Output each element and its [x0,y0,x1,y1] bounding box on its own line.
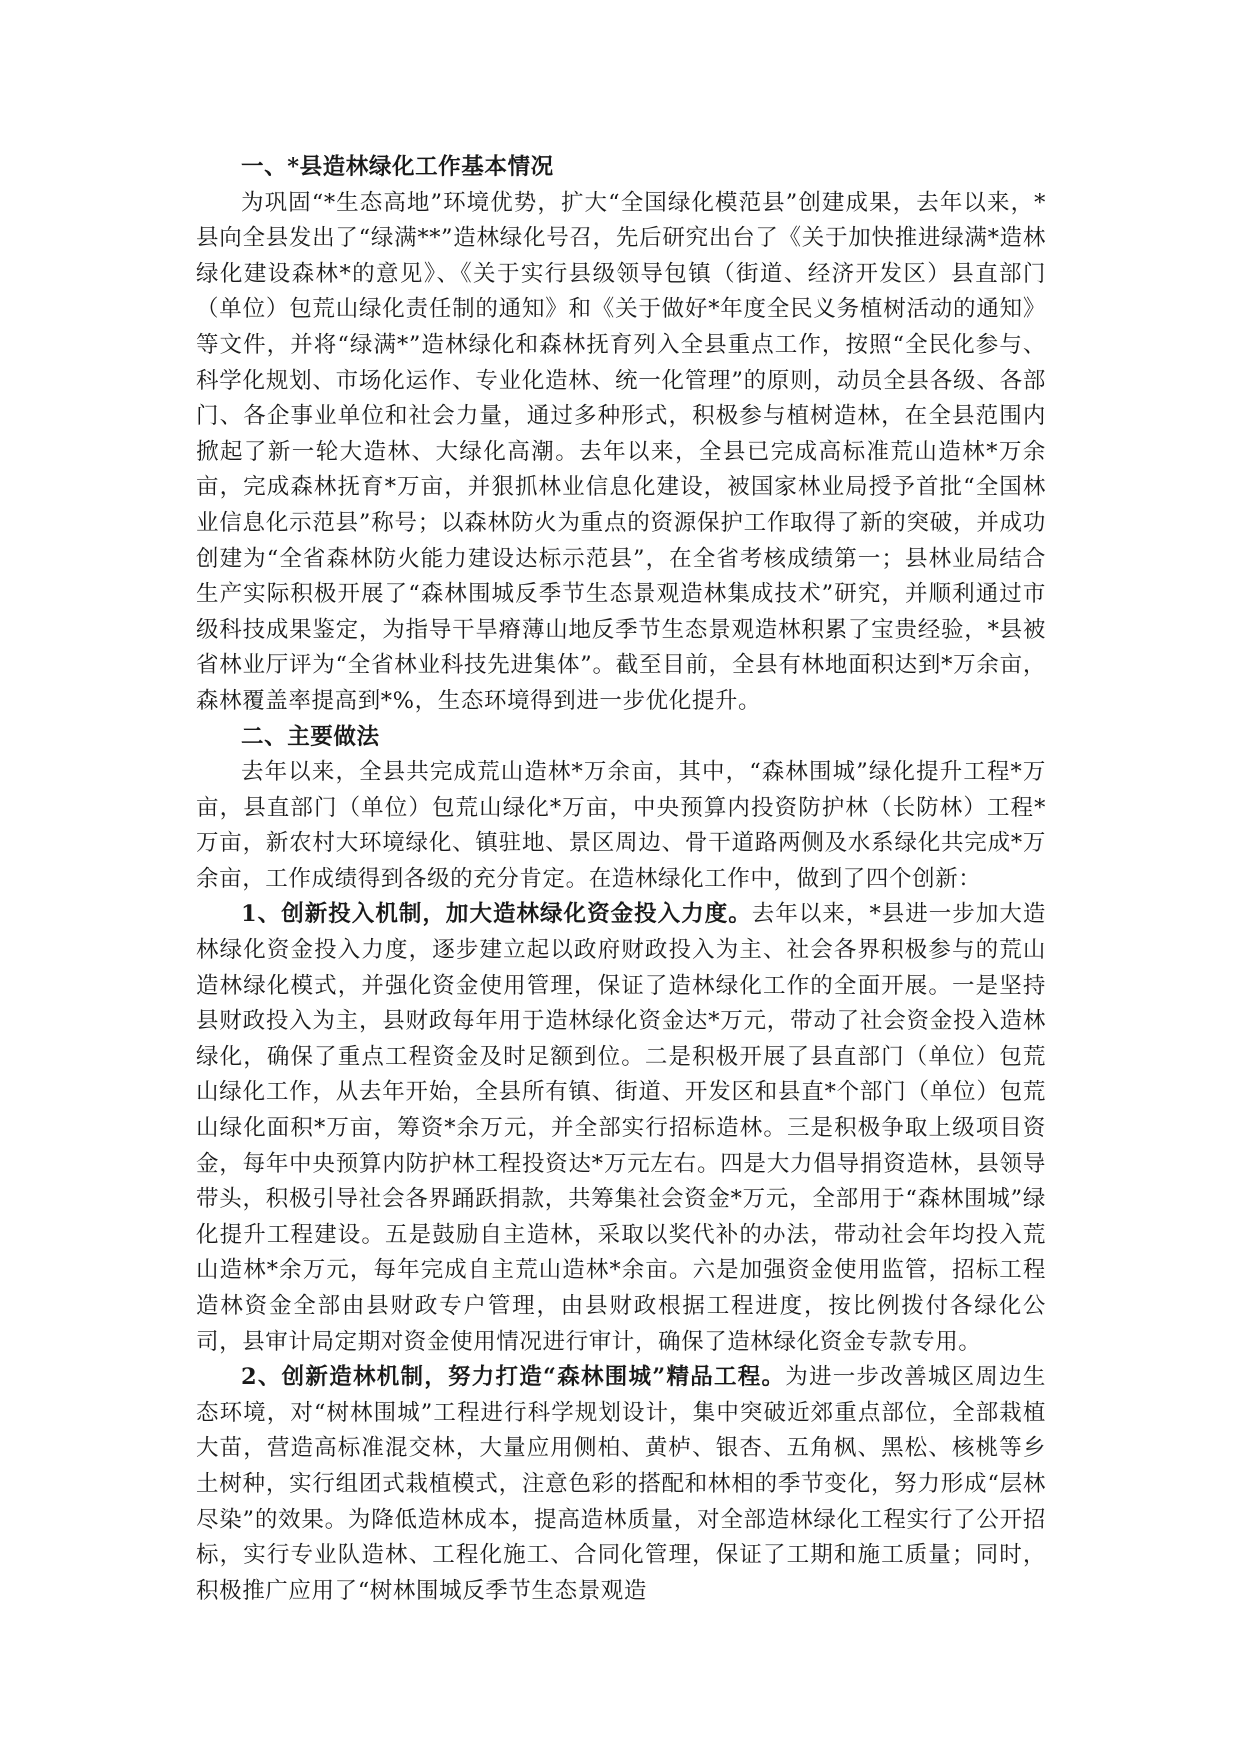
paragraph-innovation-afforestation [196,1360,1046,1609]
innovation-afforestation-body: 为进一步改善城区周边生态环境，对“树林围城”工程进行科学规划设计，集中突破近郊重点部位，全部栽植大苗，营造高标准混交林，大量应用侧柏、黄栌、银杏、五角枫、黑松、核桃等乡土树种，实行组团式栽植模式，注意色彩的搭配和林相的季节变化，努力形成“层林尽染”的效果。为降低造林成本，提高造林质量，对全部造林绿化工程实行了公开招标，实行专业队造林、工程化施工、合同化管理，保证了工期和施工质量；同时，积极推广应用了“树林围城反季节生态景观造 [196,1364,1046,1604]
document-page [196,150,1046,1609]
paragraph-innovation-investment [196,897,1046,1360]
paragraph-main-practices-intro: 去年以来，全县共完成荒山造林*万余亩，其中，“森林围城”绿化提升工程*万亩，县直部门（单位）包荒山绿化*万亩，中央预算内投资防护林（长防林）工程*万亩，新农村大环境绿化、镇驻地、景区周边、骨干道路两侧及水系绿化共完成*万余亩，工作成绩得到各级的充分肯定。在造林绿化工作中，做到了四个创新： [196,759,1046,892]
section-heading-main-practices: 二、主要做法 [241,723,380,750]
paragraph-basic-situation: 为巩固“*生态高地”环境优势，扩大“全国绿化模范县”创建成果，去年以来，*县向全县发出了“绿满**”造林绿化号召，先后研究出台了《关于加快推进绿满*造林绿化建设森林*的意见》、《关于实行县级领导包镇（街道、经济开发区）县直部门（单位）包荒山绿化责任制的通知》和《关于做好*年度全民义务植树活动的通知》等文件，并将“绿满*”造林绿化和森林抚育列入全县重点工作，按照“全民化参与、科学化规划、市场化运作、专业化造林、统一化管理”的原则，动员全县各级、各部门、各企事业单位和社会力量，通过多种形式，积极参与植树造林，在全县范围内掀起了新一轮大造林、大绿化高潮。去年以来，全县已完成高标准荒山造林*万余亩，完成森林抚育*万亩，并狠抓林业信息化建设，被国家林业局授予首批“全国林业信息化示范县”称号；以森林防火为重点的资源保护工作取得了新的突破，并成功创建为“全省森林防火能力建设达标示范县”，在全省考核成绩第一；县林业局结合生产实际积极开展了“森林围城反季节生态景观造林集成技术”研究，并顺利通过市级科技成果鉴定，为指导干旱瘠薄山地反季节生态景观造林积累了宝贵经验，*县被省林业厅评为“全省林业科技先进集体”。截至目前，全县有林地面积达到*万余亩，森林覆盖率提高到*%，生态环境得到进一步优化提升。 [196,189,1046,714]
innovation-investment-lead: 1、创新投入机制，加大造林绿化资金投入力度。 [241,901,752,928]
innovation-afforestation-lead: 2、创新造林机制，努力打造“森林围城”精品工程。 [241,1364,786,1391]
innovation-investment-body: 去年以来，*县进一步加大造林绿化资金投入力度，逐步建立起以政府财政投入为主、社会各界积极参与的荒山造林绿化模式，并强化资金使用管理，保证了造林绿化工作的全面开展。一是坚持县财政投入为主，县财政每年用于造林绿化资金达*万元，带动了社会资金投入造林绿化，确保了重点工程资金及时足额到位。二是积极开展了县直部门（单位）包荒山绿化工作，从去年开始，全县所有镇、街道、开发区和县直*个部门（单位）包荒山绿化面积*万亩，筹资*余万元，并全部实行招标造林。三是积极争取上级项目资金，每年中央预算内防护林工程投资达*万元左右。四是大力倡导捐资造林，县领导带头，积极引导社会各界踊跃捐款，共筹集社会资金*万元，全部用于“森林围城”绿化提升工程建设。五是鼓励自主造林，采取以奖代补的办法，带动社会年均投入荒山造林*余万元，每年完成自主荒山造林*余亩。六是加强资金使用监管，招标工程造林资金全部由县财政专户管理，由县财政根据工程进度，按比例拨付各绿化公司，县审计局定期对资金使用情况进行审计，确保了造林绿化资金专款专用。 [196,901,1046,1355]
section-heading-basic-situation: 一、*县造林绿化工作基本情况 [241,154,554,180]
